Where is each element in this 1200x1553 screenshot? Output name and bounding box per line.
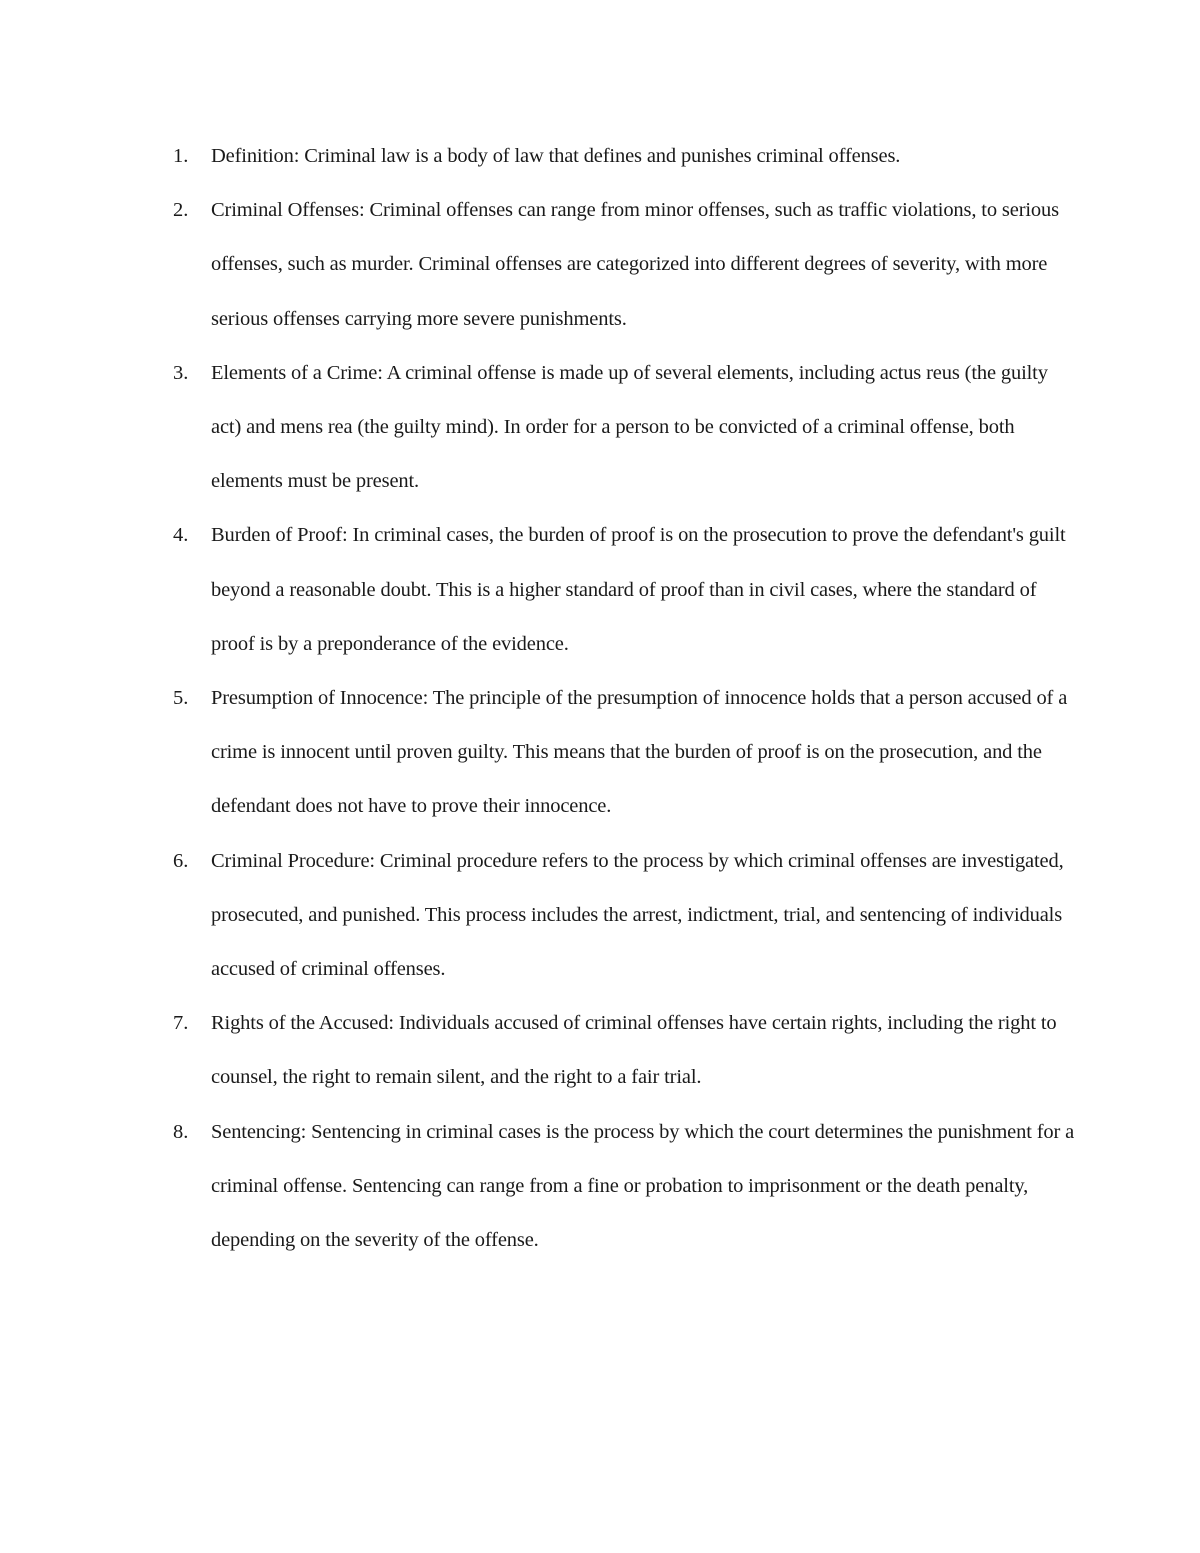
- list-item-text: Rights of the Accused: Individuals accused of criminal offenses have certain rights, including the right to counsel, the right to remain silent, and the right to a fair trial.: [211, 1012, 1057, 1089]
- list-item-number: 8.: [173, 1120, 189, 1143]
- list-item: [0, 996, 1200, 1104]
- list-item-number: 2.: [173, 199, 189, 222]
- list-item-number: 4.: [173, 524, 189, 547]
- list-item: [0, 671, 1200, 834]
- list-item: [0, 129, 1200, 183]
- list-item-number: 6.: [173, 849, 189, 872]
- list-item: [0, 1105, 1200, 1268]
- list-item: [0, 183, 1200, 346]
- list-item-text: Presumption of Innocence: The principle of the presumption of innocence holds that a person accused of a crime is innocent until proven guilty. This means that the burden of proof is on the prosecution, and the defendant does not have to prove their innocence.: [211, 687, 1068, 818]
- list-item: [0, 834, 1200, 997]
- list-item: [0, 346, 1200, 509]
- list-item-text: Criminal Offenses: Criminal offenses can range from minor offenses, such as traffic violations, to serious offenses, such as murder. Criminal offenses are categorized into different degrees of severity, with more serious offenses carrying more severe punishments.: [211, 199, 1059, 330]
- numbered-list: [0, 129, 1200, 1267]
- list-item-text: Burden of Proof: In criminal cases, the burden of proof is on the prosecution to prove the defendant's guilt beyond a reasonable doubt. This is a higher standard of proof than in civil cases, where the standard of proof is by a preponderance of the evidence.: [211, 524, 1066, 655]
- list-item-number: 1.: [173, 145, 189, 167]
- list-item: [0, 508, 1200, 671]
- list-item-text: Sentencing: Sentencing in criminal cases is the process by which the court determines the punishment for a criminal offense. Sentencing can range from a fine or probation to imprisonment or the death penalty, depending on the severity of the offense.: [211, 1120, 1075, 1252]
- list-item-text: Definition: Criminal law is a body of law that defines and punishes criminal offenses.: [211, 145, 901, 167]
- list-item-text: Elements of a Crime: A criminal offense is made up of several elements, including actus reus (the guilty act) and mens rea (the guilty mind). In order for a person to be convicted of a criminal offense, both elements must be present.: [211, 361, 1048, 493]
- list-item-text: Criminal Procedure: Criminal procedure refers to the process by which criminal offenses are investigated, prosecuted, and punished. This process includes the arrest, indictment, trial, and sentencing of individuals accused of criminal offenses.: [211, 849, 1064, 981]
- list-item-number: 5.: [173, 687, 189, 710]
- list-item-number: 7.: [173, 1012, 189, 1035]
- list-item-number: 3.: [173, 361, 189, 384]
